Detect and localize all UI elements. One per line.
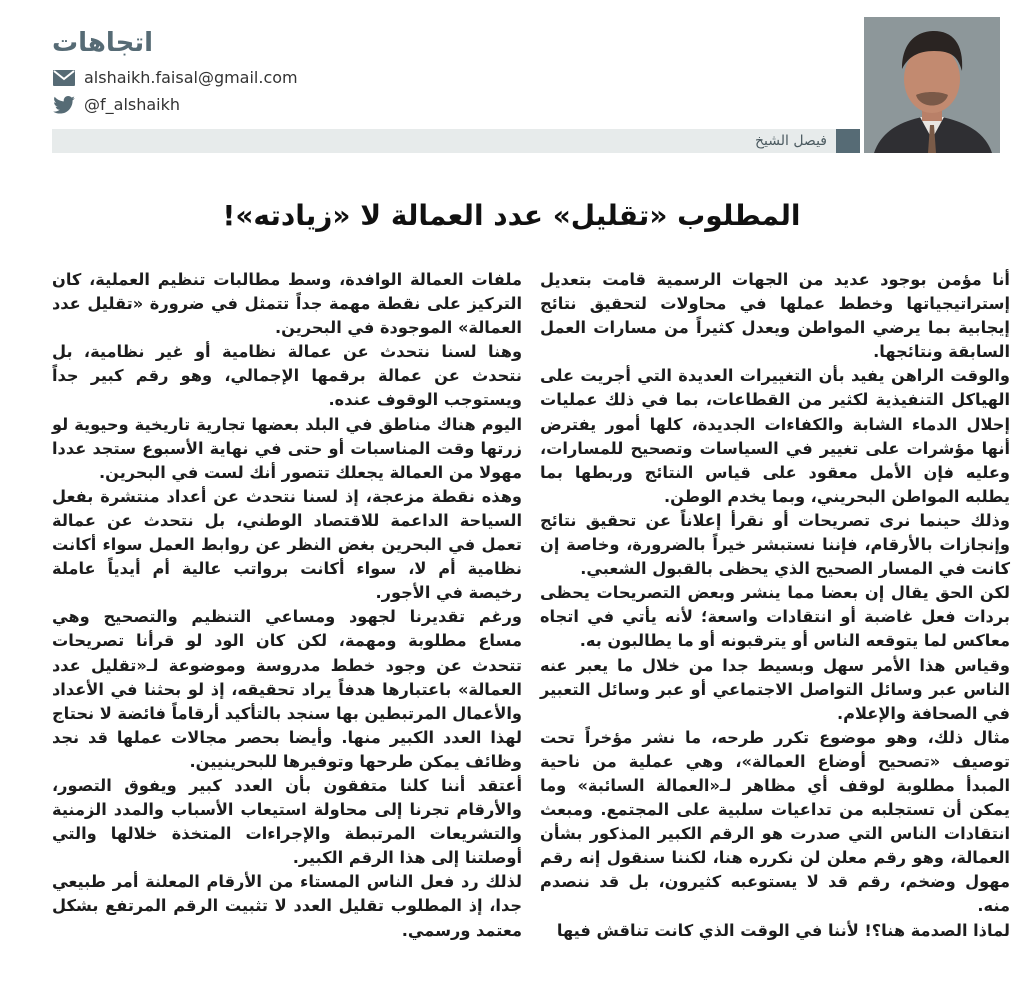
email-address[interactable]: alshaikh.faisal@gmail.com [84,68,298,87]
twitter-handle[interactable]: @f_alshaikh [84,95,181,114]
twitter-contact[interactable] [52,95,180,114]
email-contact[interactable] [52,68,298,87]
paragraph: لذلك رد فعل الناس المستاء من الأرقام المعلنة أمر طبيعي جدا، إذ المطلوب تقليل العدد لا تثبيت الرقم المرتفع بشكل معتمد ورسمي. [52,872,522,940]
author-name-bar [52,129,836,153]
accent-block [836,129,860,153]
paragraph: مثال ذلك، وهو موضوع تكرر طرحه، ما نشر مؤخراً تحت توصيف «تصحيح أوضاع العمالة»، وهي عملية من ناحية المبدأ مطلوبة لوقف أي مظاهر لـ«العمالة السائبة» وما يمكن أن تستجلبه من تداعيات سلبية على المجتمع. ومبعث انتقادات الناس التي صدرت هو الرقم الكبير المذكور بشأن العمالة، وهو رقم معلن لن نكرره هنا، لكننا سنقول إنه رقم مهول وضخم، رقم قد لا يستوعبه كثيرون، بل قد ننصدم منه. [540,727,1010,916]
paragraph: وقياس هذا الأمر سهل وبسيط جدا من خلال ما يعبر عنه الناس عبر وسائل التواصل الاجتماعي أو عبر وسائل التعبير في الصحافة والإعلام. [540,655,1010,723]
paragraph: والوقت الراهن يفيد بأن التغييرات العديدة التي أجريت على الهياكل التنفيذية لكثير من القطاعات، بما في ذلك عمليات إحلال الدماء الشابة والكفاءات الجديدة، كلها أمور يفترض أنها مؤشرات على تغيير في السياسات وتصحيح للمسارات، وعليه فإن الأمل معقود على قياس النتائج وربطها بما يطلبه المواطن البحريني، وبما يخدم الوطن. [540,366,1010,506]
article-headline: المطلوب «تقليل» عدد العمالة لا «زيادته»! [222,199,801,232]
paragraph: لماذا الصدمة هنا؟! لأننا في الوقت الذي كانت تناقش فيها [556,920,1010,940]
paragraph: ورغم تقديرنا لجهود ومساعي التنظيم والتصحيح وهي مساع مطلوبة ومهمة، لكن كان الود لو قرأنا تصريحات تتحدث عن وجود خطط مدروسة وموضوعة لـ«تقليل عدد العمالة» باعتبارها هدفاً يراد تحقيقه، إذ لو بحثنا في الأعداد والأعمال المرتبطين بها سنجد بالتأكيد أرقاماً فائضة لا نحتاج لهذا العدد الكبير منها. وأيضا بحصر مجالات عملها قد نجد وظائف يمكن طرحها وتوفيرها للبحرينيين. [52,607,522,771]
author-name: فيصل الشيخ [754,133,827,149]
column-header [0,0,1023,170]
paragraph: اليوم هناك مناطق في البلد بعضها تجارية تاريخية وحيوية لو زرتها وقت المناسبات أو حتى في نهاية الأسبوع ستجد عددا مهولا من العمالة يجعلك تتصور أنك لست في البحرين. [52,414,522,482]
author-portrait-icon [864,17,1000,153]
paragraph: ملفات العمالة الوافدة، وسط مطالبات تنظيم العملية، كان التركيز على نقطة مهمة جداً تتمثل في ضرورة «تقليل عدد العمالة» الموجودة في البحرين. [52,270,522,338]
article-column-left [52,268,522,943]
paragraph: وهنا لسنا نتحدث عن عمالة نظامية أو غير نظامية، بل نتحدث عن عمالة برقمها الإجمالي، وهو رقم كبير جداً ويستوجب الوقوف عنده. [52,342,522,410]
paragraph: أعتقد أننا كلنا متفقون بأن العدد كبير ويفوق التصور، والأرقام تجرنا إلى محاولة استيعاب الأسباب والمدد الزمنية والتشريعات المرتبطة والإجراءات المتخذة خلالها والتي أوصلتنا إلى هذا الرقم الكبير. [52,775,522,868]
paragraph: وهذه نقطة مزعجة، إذ لسنا نتحدث عن أعداد منتشرة بفعل السياحة الداعمة للاقتصاد الوطني، بل نتحدث عن عمالة تعمل في البحرين بغض النظر عن روابط العمل سواء أكانت نظامية أم لا، سواء أكانت برواتب عالية أم أيدياً عاملة رخيصة في الأجور. [52,486,522,603]
paragraph: أنا مؤمن بوجود عديد من الجهات الرسمية قامت بتعديل إستراتيجياتها وخطط عملها في محاولات لتحقيق نتائج إيجابية بما يرضي المواطن ويعدل كثيراً من مسارات العمل السابقة ونتائجها. [540,270,1010,362]
section-title: اتجاهات [52,28,154,58]
author-photo [864,17,1000,153]
paragraph: لكن الحق يقال إن بعضا مما ينشر وبعض التصريحات يحظى بردات فعل غاضبة أو انتقادات واسعة؛ لأنه يأتي في اتجاه معاكس لما يتوقعه الناس أو يترقبونه أو ما يطالبون به. [540,583,1010,651]
article-column-right [540,268,1010,943]
twitter-bird-icon [52,96,76,114]
paragraph: وذلك حينما نرى تصريحات أو نقرأ إعلاناً عن تحقيق نتائج وإنجازات بالأرقام، فإننا نستبشر خيراً بالضرورة، وخاصة إن كانت في المسار الصحيح الذي يحظى بالقبول الشعبي. [540,510,1010,579]
envelope-icon [52,69,76,87]
